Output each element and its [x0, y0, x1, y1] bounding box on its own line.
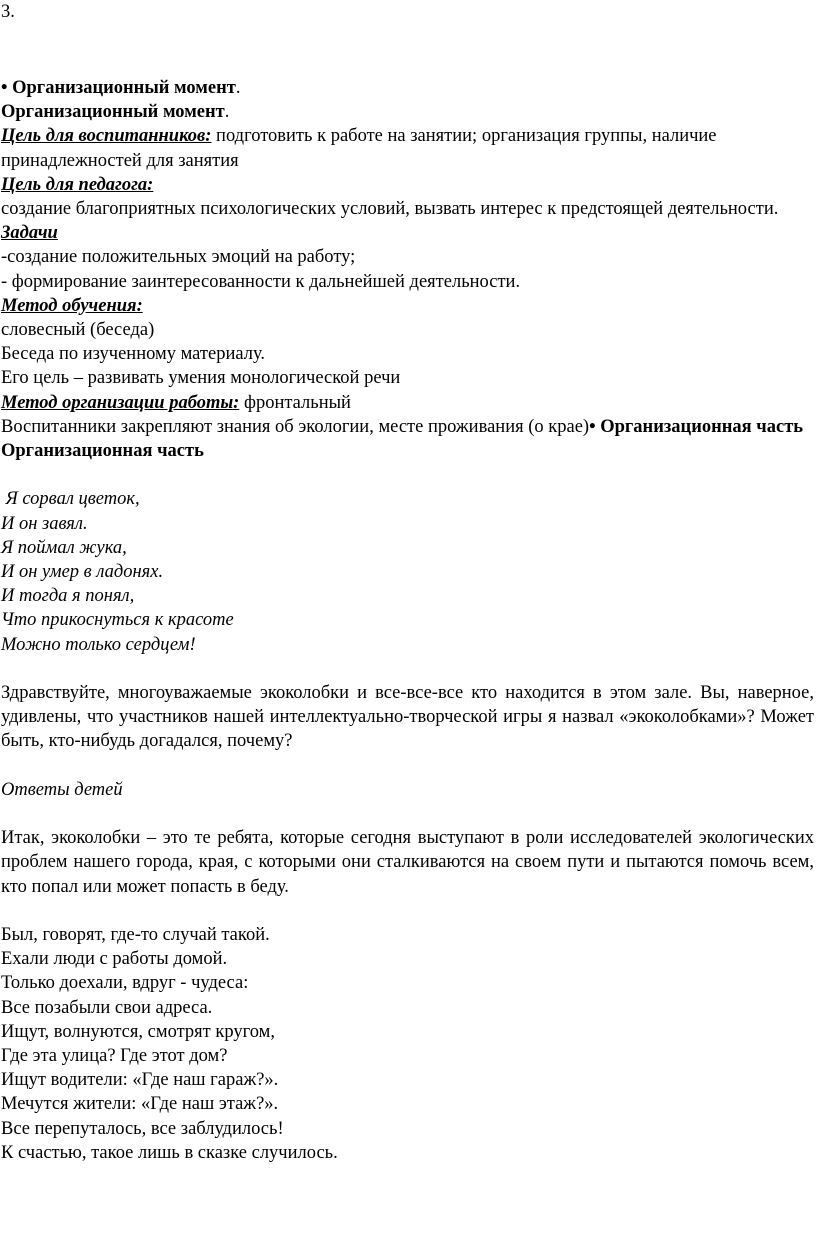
goal-students-text: подготовить к работе на занятии; организация группы, наличие принадлежностей для занятия	[1, 126, 717, 171]
children-answers: Ответы детей	[1, 779, 123, 800]
goal-teacher-label: Цель для педагога:	[1, 174, 154, 195]
poem-line: Был, говорят, где-то случай такой.	[1, 925, 270, 946]
task-item: - формирование заинтересованности к дальнейшей деятельности.	[1, 271, 521, 292]
poem-line: К счастью, такое лишь в сказке случилось.	[1, 1142, 338, 1163]
tasks-label: Задачи	[1, 223, 58, 244]
spacer	[1, 463, 814, 487]
method-label: Метод обучения:	[1, 295, 143, 316]
poem-line: Все позабыли свои адреса.	[1, 997, 213, 1018]
poem-line: Что прикоснуться к красоте	[1, 610, 234, 631]
heading-repeat-text: Организационный момент	[1, 102, 225, 123]
method-line: Его цель – развивать умения монологической речи	[1, 368, 401, 389]
heading-repeat-org-part: Организационная часть	[1, 441, 204, 462]
heading-repeat	[1, 100, 814, 124]
poem-line: Мечутся жители: «Где наш этаж?».	[1, 1094, 279, 1115]
document-body	[1, 76, 814, 1165]
org-method	[1, 391, 814, 415]
goal-students-label: Цель для воспитанников:	[1, 126, 212, 147]
goal-teacher-label-line	[1, 173, 814, 197]
poem-line: И он завял.	[1, 513, 88, 534]
poem-line: Можно только сердцем!	[1, 634, 196, 655]
method-line: словесный (беседа)	[1, 320, 155, 341]
section-heading-org-moment	[1, 76, 814, 100]
section-heading-org-part: Организационная часть	[600, 416, 804, 437]
bullet-icon: •	[1, 78, 8, 98]
spacer	[1, 657, 814, 681]
poem-line: И он умер в ладонях.	[1, 562, 164, 583]
org-method-label: Метод организации работы:	[1, 392, 240, 413]
spacer	[1, 802, 814, 826]
poem-line: Ищут, волнуются, смотрят кругом,	[1, 1021, 275, 1042]
heading-text: Организационный момент	[12, 78, 236, 98]
method-line: Беседа по изученному материалу.	[1, 344, 265, 365]
poem-line: Ищут водители: «Где наш гараж?».	[1, 1070, 279, 1091]
org-method-text: фронтальный	[239, 392, 351, 413]
greeting-paragraph: Здравствуйте, многоуважаемые экоколобки и все-все-все кто находится в этом зале. Вы, наверное, удивлены, что участников нашей интеллектуально-творческой игры я назвал «экоколобками»? Может быть, кто-нибудь догадался, почему?	[1, 683, 814, 752]
method-label-line	[1, 294, 814, 318]
poem-1	[1, 487, 814, 656]
bullet-icon: •	[589, 416, 596, 437]
poem-line: Я сорвал цветок,	[1, 489, 140, 510]
students-reinforce-text: Воспитанники закрепляют знания об экологии, месте проживания (о крае)	[1, 416, 590, 437]
page-number: 3.	[1, 2, 15, 22]
heading-repeat-dot: .	[224, 102, 230, 123]
goal-teacher-text: создание благоприятных психологических условий, вызвать интерес к предстоящей деятельности.	[1, 199, 779, 220]
explanation-paragraph: Итак, экоколобки – это те ребята, которые сегодня выступают в роли исследователей экологических проблем нашего города, края, с которыми они сталкиваются на своем пути и пытаются помочь всем, кто попал или может попасть в беду.	[1, 828, 814, 897]
task-item: -создание положительных эмоций на работу;	[1, 247, 356, 268]
spacer	[1, 754, 814, 778]
tasks-label-line	[1, 221, 814, 245]
heading-dot: .	[235, 78, 241, 98]
poem-2	[1, 923, 814, 1165]
spacer	[1, 899, 814, 923]
poem-line: Я поймал жука,	[1, 537, 127, 558]
poem-line: Где эта улица? Где этот дом?	[1, 1046, 228, 1067]
poem-line: Все перепуталось, все заблудилось!	[1, 1118, 284, 1139]
students-reinforce	[1, 415, 814, 439]
poem-line: Только доехали, вдруг - чудеса:	[1, 973, 249, 994]
goal-students	[1, 124, 814, 172]
poem-line: Ехали люди с работы домой.	[1, 949, 228, 970]
poem-line: И тогда я понял,	[1, 586, 135, 607]
